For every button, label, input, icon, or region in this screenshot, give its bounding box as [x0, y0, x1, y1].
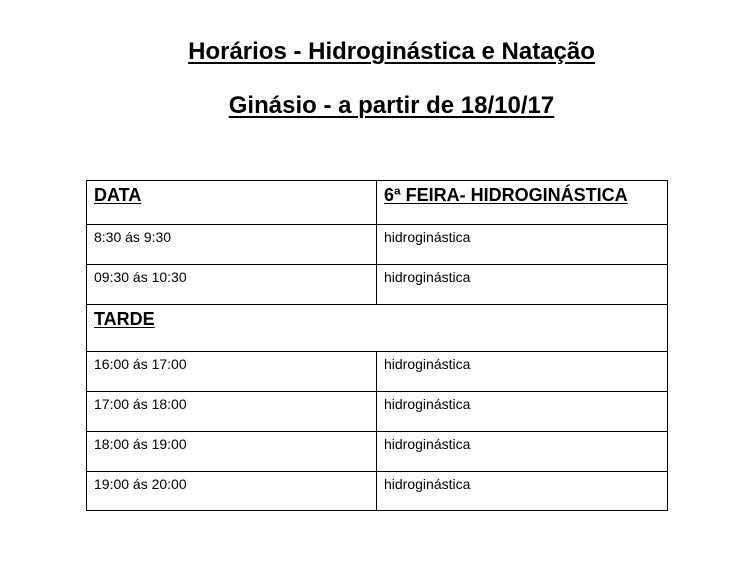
page-subtitle: Ginásio - a partir de 18/10/17 [228, 92, 555, 119]
table-row [87, 352, 668, 392]
section-cell [87, 305, 668, 352]
schedule-table [86, 180, 668, 511]
time-cell: 17:00 ás 18:00 [87, 392, 377, 432]
table-row [87, 225, 668, 265]
section-row-tarde [87, 305, 668, 352]
time-cell: 09:30 ás 10:30 [87, 265, 377, 305]
table-row [87, 392, 668, 432]
activity-cell: hidroginástica [377, 472, 668, 511]
table-row [87, 265, 668, 305]
header-cell-date [87, 181, 377, 225]
activity-cell: hidroginástica [377, 352, 668, 392]
header-activity-label: 6ª FEIRA- HIDROGINÁSTICA [384, 185, 628, 205]
table-row [87, 432, 668, 472]
time-cell: 18:00 ás 19:00 [87, 432, 377, 472]
table-row [87, 472, 668, 511]
page-title: Horários - Hidroginástica e Natação [188, 38, 595, 65]
time-cell: 16:00 ás 17:00 [87, 352, 377, 392]
activity-cell: hidroginástica [377, 392, 668, 432]
time-cell: 8:30 ás 9:30 [87, 225, 377, 265]
header-date-label: DATA [94, 185, 142, 205]
activity-cell: hidroginástica [377, 225, 668, 265]
table-header-row [87, 181, 668, 225]
section-label: TARDE [94, 309, 155, 329]
activity-cell: hidroginástica [377, 432, 668, 472]
header-cell-activity [377, 181, 668, 225]
activity-cell: hidroginástica [377, 265, 668, 305]
time-cell: 19:00 ás 20:00 [87, 472, 377, 511]
